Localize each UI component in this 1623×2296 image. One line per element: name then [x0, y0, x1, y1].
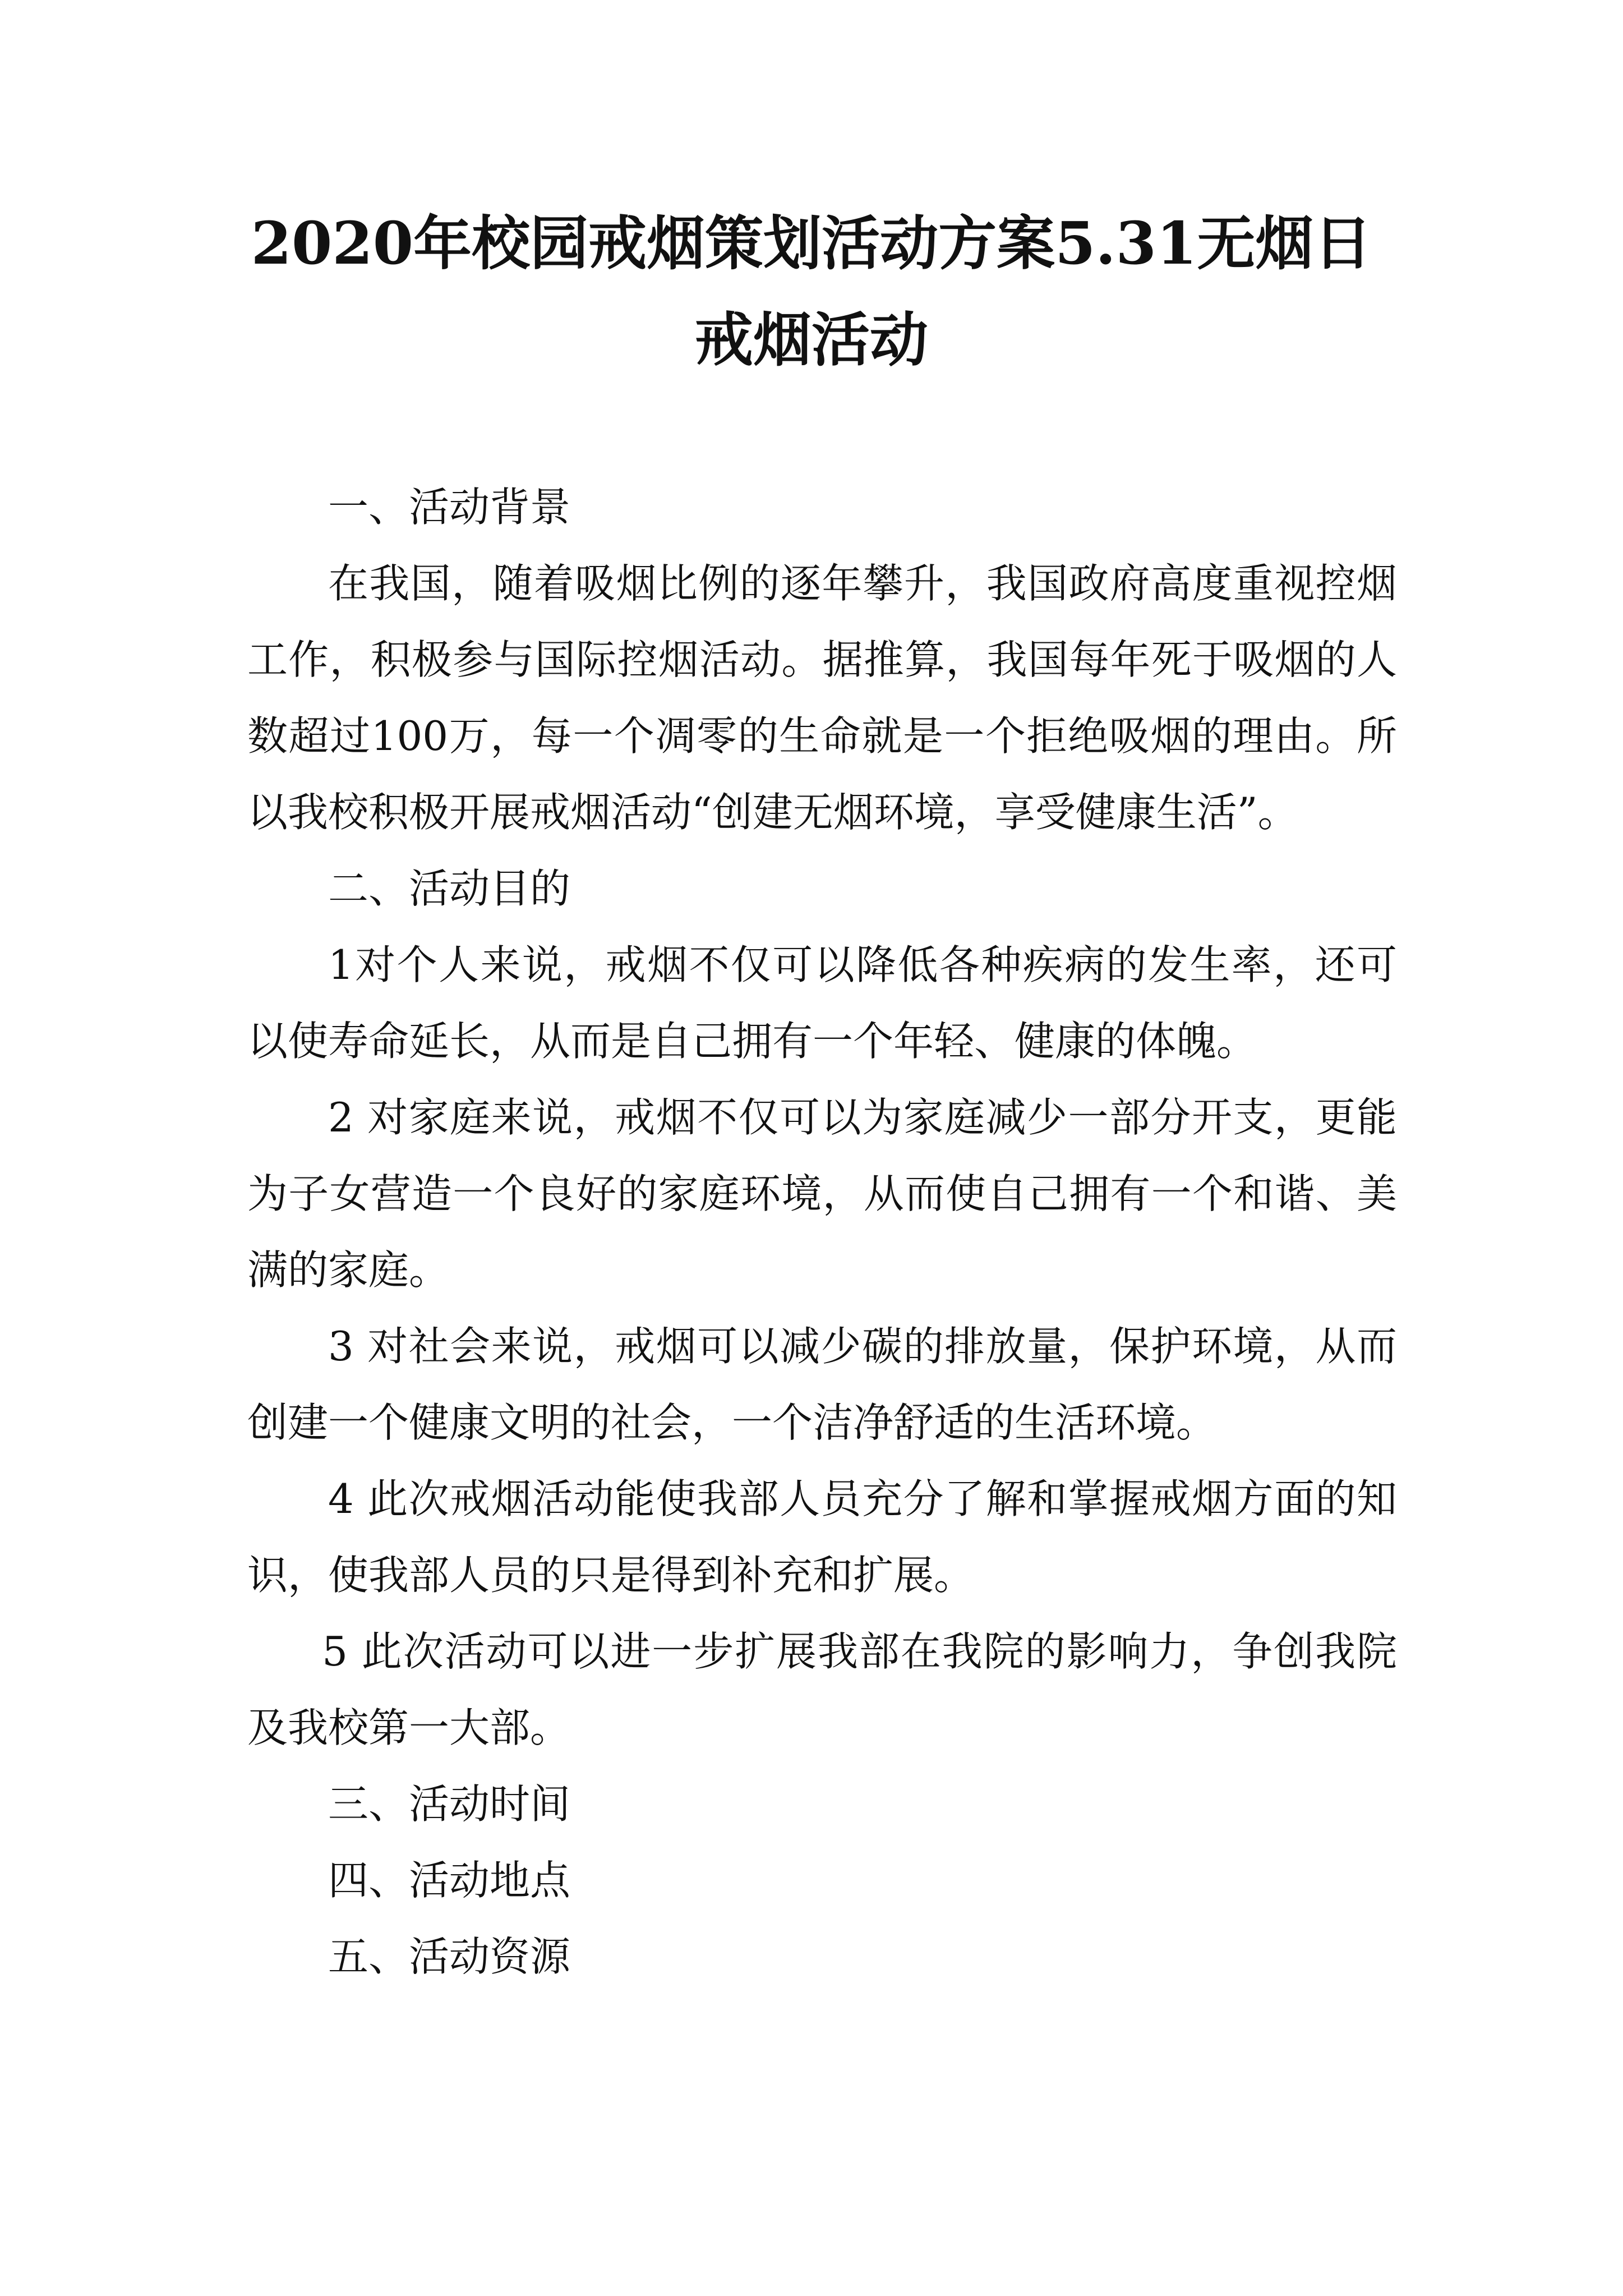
purpose-item-3: 3 对社会来说，戒烟可以减少碳的排放量，保护环境，从而创建一个健康文明的社会，一个洁净舒适的生活环境。 [247, 1323, 1397, 1446]
section-heading-location: 四、活动地点 [328, 1857, 571, 1904]
background-paragraph: 在我国，随着吸烟比例的逐年攀升，我国政府高度重视控烟工作，积极参与国际控烟活动。据推算，我国每年死于吸烟的人数超过100万，每一个凋零的生命就是一个拒绝吸烟的理由。所以我校积极开展戒烟活动“创建无烟环境，享受健康生活”。 [247, 560, 1397, 836]
document-body [247, 469, 1397, 1995]
section-heading-background: 一、活动背景 [328, 484, 571, 531]
section-heading-time: 三、活动时间 [328, 1780, 571, 1828]
section-heading-resources: 五、活动资源 [328, 1933, 571, 1980]
document-title: 2020年校园戒烟策划活动方案5.31无烟日戒烟活动 [251, 209, 1372, 374]
purpose-item-5: 5 此次活动可以进一步扩展我部在我院的影响力，争创我院及我校第一大部。 [247, 1628, 1397, 1751]
purpose-item-4: 4 此次戒烟活动能使我部人员充分了解和掌握戒烟方面的知识，使我部人员的只是得到补充和扩展。 [247, 1475, 1397, 1599]
section-heading-purpose: 二、活动目的 [328, 865, 571, 912]
purpose-item-2: 2 对家庭来说，戒烟不仅可以为家庭减少一部分开支，更能为子女营造一个良好的家庭环境，从而使自己拥有一个和谐、美满的家庭。 [247, 1094, 1397, 1294]
purpose-item-1: 1对个人来说，戒烟不仅可以降低各种疾病的发生率，还可以使寿命延长，从而是自己拥有一个年轻、健康的体魄。 [247, 941, 1397, 1065]
